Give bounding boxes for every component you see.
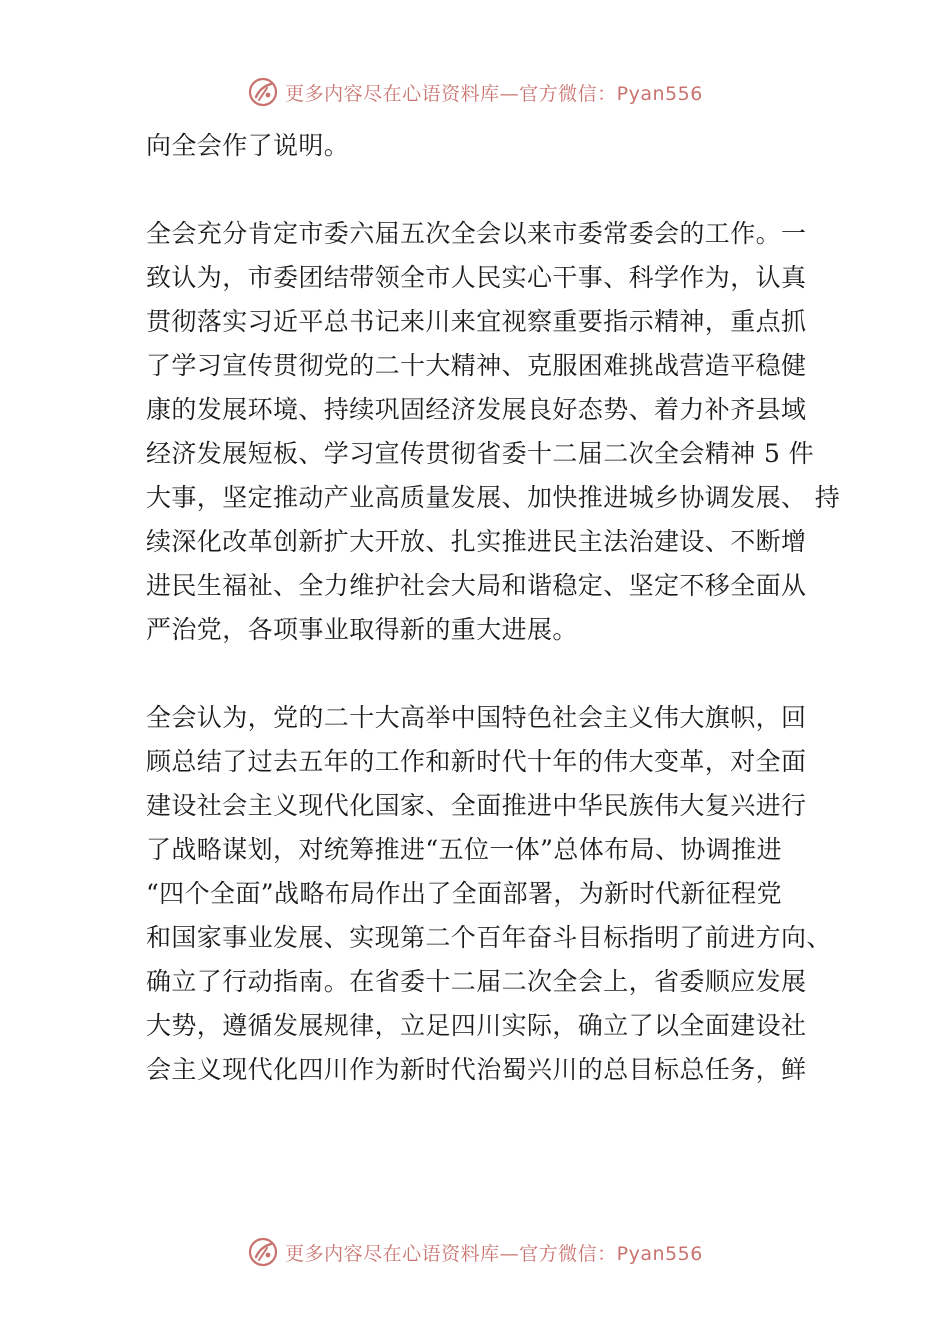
paragraph-spacer xyxy=(146,168,826,212)
text-line: 全会认为，党的二十大高举中国特色社会主义伟大旗帜，回 xyxy=(146,703,807,732)
text-line: 致认为，市委团结带领全市人民实心干事、科学作为，认真 xyxy=(146,263,807,292)
text-line: 向全会作了说明。 xyxy=(146,131,350,160)
text-line: 和国家事业发展、实现第二个百年奋斗目标指明了前进方向、 xyxy=(146,923,832,952)
watermark-text xyxy=(285,79,703,106)
text-line: 确立了行动指南。在省委十二届二次全会上，省委顺应发展 xyxy=(146,967,807,996)
text-line: 经济发展短板、学习宣传贯彻省委十二届二次全会精神 5 件 xyxy=(146,439,815,468)
text-line: 建设社会主义现代化国家、全面推进中华民族伟大复兴进行 xyxy=(146,791,807,820)
watermark-label: 更多内容尽在心语资料库—官方微信： xyxy=(285,82,617,105)
text-line: 进民生福祉、全力维护社会大局和谐稳定、坚定不移全面从 xyxy=(146,571,807,600)
text-line: 了战略谋划，对统筹推进“五位一体”总体布局、协调推进 xyxy=(146,835,782,864)
text-line: 大势，遵循发展规律，立足四川实际，确立了以全面建设社 xyxy=(146,1011,807,1040)
watermark-text xyxy=(285,1239,703,1266)
paragraph-3 xyxy=(146,696,832,1092)
text-line: 会主义现代化四川作为新时代治蜀兴川的总目标总任务，鲜 xyxy=(146,1055,807,1084)
text-line: “四个全面”战略布局作出了全面部署，为新时代新征程党 xyxy=(146,879,782,908)
document-body xyxy=(146,124,841,1092)
watermark-logo-icon xyxy=(247,1236,279,1268)
text-line: 严治党，各项事业取得新的重大进展。 xyxy=(146,615,578,644)
watermark-handle: Pyan556 xyxy=(616,1242,703,1265)
text-line: 贯彻落实习近平总书记来川来宜视察重要指示精神，重点抓 xyxy=(146,307,807,336)
paragraph-1 xyxy=(146,124,826,168)
watermark-footer xyxy=(0,1232,950,1272)
watermark-label: 更多内容尽在心语资料库—官方微信： xyxy=(285,1242,617,1265)
text-line: 顾总结了过去五年的工作和新时代十年的伟大变革，对全面 xyxy=(146,747,807,776)
text-line: 康的发展环境、持续巩固经济发展良好态势、着力补齐县域 xyxy=(146,395,807,424)
text-line: 续深化改革创新扩大开放、扎实推进民主法治建设、不断增 xyxy=(146,527,807,556)
text-line: 了学习宣传贯彻党的二十大精神、克服困难挑战营造平稳健 xyxy=(146,351,807,380)
text-line: 大事，坚定推动产业高质量发展、加快推进城乡协调发展、 持 xyxy=(146,483,841,512)
text-line: 全会充分肯定市委六届五次全会以来市委常委会的工作。一 xyxy=(146,219,807,248)
paragraph-spacer xyxy=(146,652,826,696)
paragraph-2 xyxy=(146,212,841,652)
watermark-handle: Pyan556 xyxy=(616,82,703,105)
watermark-header xyxy=(0,72,950,112)
watermark-logo-icon xyxy=(247,76,279,108)
